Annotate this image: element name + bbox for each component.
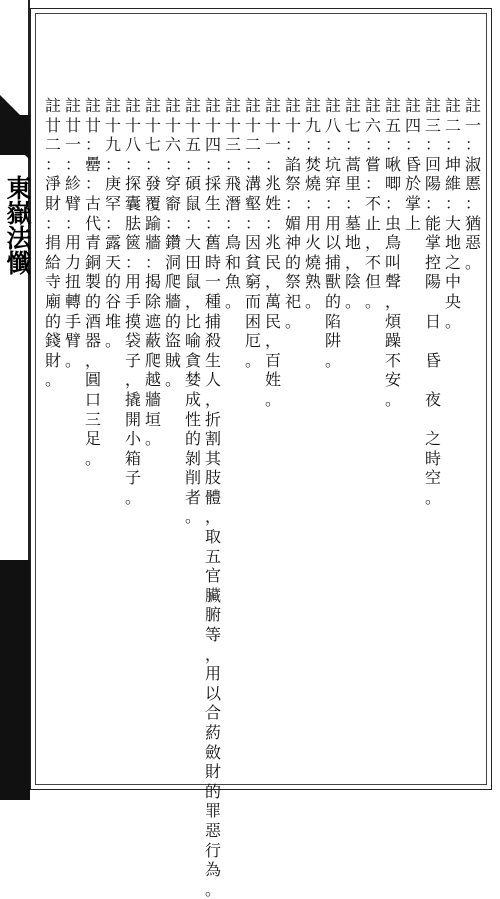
book-title-text: 東嶽法懺 [3, 175, 32, 275]
book-title [2, 175, 32, 275]
note-20: 註 廿 ： 罍 ： 古 代 青 銅 製 的 酒 器 ， 圓 口 三 足 。 [84, 96, 101, 468]
note-15: 註 十 五 ： 碩 鼠 ： 大 田 鼠 ， 比 喻 貪 婪 成 性 的 剝 削 者 。 [184, 96, 201, 527]
note-9: 註 九 ： 焚 燒 ： 用 火 燒 熟 。 [304, 96, 321, 311]
note-19: 註 十 九 ： 庚 罕 ： 露 天 的 谷 堆 。 [104, 96, 121, 351]
note-2: 註 二 ： 坤 維 ： 大 地 之 中 央 。 [444, 96, 461, 331]
note-22: 註 廿 二 ： 淨 財 ： 捐 給 寺 廟 的 錢 財 。 [44, 96, 61, 390]
note-3: 註 三 ： 回 陽 ： 能 掌 控 陽 日 昏 夜 之 時 空 。 [424, 96, 441, 507]
note-10: 註 十 ： 諂 祭 ： 媚 神 的 祭 祀 。 [284, 96, 301, 331]
note-5: 註 五 ： 啾 唧 ： 虫 鳥 叫 聲 ， 煩 躁 不 安 。 [384, 96, 401, 409]
note-1: 註 一 ： 淑 慝 ： 猶 惡 。 [464, 96, 481, 272]
note-7: 註 七 ： 蒿 里 ： 墓 地 ， 陰 。 [344, 96, 361, 311]
note-13: 註 十 三 ： 飛 潛 ： 鳥 和 魚 。 [224, 96, 241, 311]
note-12: 註 十 二 ： 溝 壑 ： 因 貧 窮 而 困 厄 。 [244, 96, 261, 370]
annotation-text-area [38, 96, 484, 899]
note-21: 註 廿 一 ： 紾 臂 ： 用 力 扭 轉 手 臂 。 [64, 96, 81, 370]
note-16: 註 十 六 ： 穿 窬 ： 鑽 洞 爬 牆 的 盜 賊 。 [164, 96, 181, 390]
note-18: 註 十 八 ： 探 囊 胠 篋 ： 用 手 摸 袋 子 ， 撬 開 小 箱 子 。 [124, 96, 141, 507]
note-4: 註 四 ： 昏 於 掌 上 [404, 96, 421, 233]
note-6: 註 六 ： 嘗 ： 不 止 ， 不 但 。 [364, 96, 381, 311]
note-8: 註 八 ： 坑 穽 ： 用 以 捕 獸 的 陷 阱 。 [324, 96, 341, 370]
black-tab-decoration [0, 0, 30, 800]
note-11: 註 十 一 ： 兆 姓 ： 兆 民 ， 萬 民 ， 百 姓 。 [264, 96, 281, 409]
note-14: 註 十 四 ： 採 生 ： 舊 時 一 種 捕 殺 生 人 ， 折 割 其 肢 體 ， 取 五 官 臟 腑 等 ， 用 以 合 葯 斂 財 的 罪 惡 行 為 。 [204, 96, 221, 899]
note-17: 註 十 七 ： 發 覆 踰 牆 ： 揭 除 遮 蔽 爬 越 牆 垣 。 [144, 96, 161, 449]
